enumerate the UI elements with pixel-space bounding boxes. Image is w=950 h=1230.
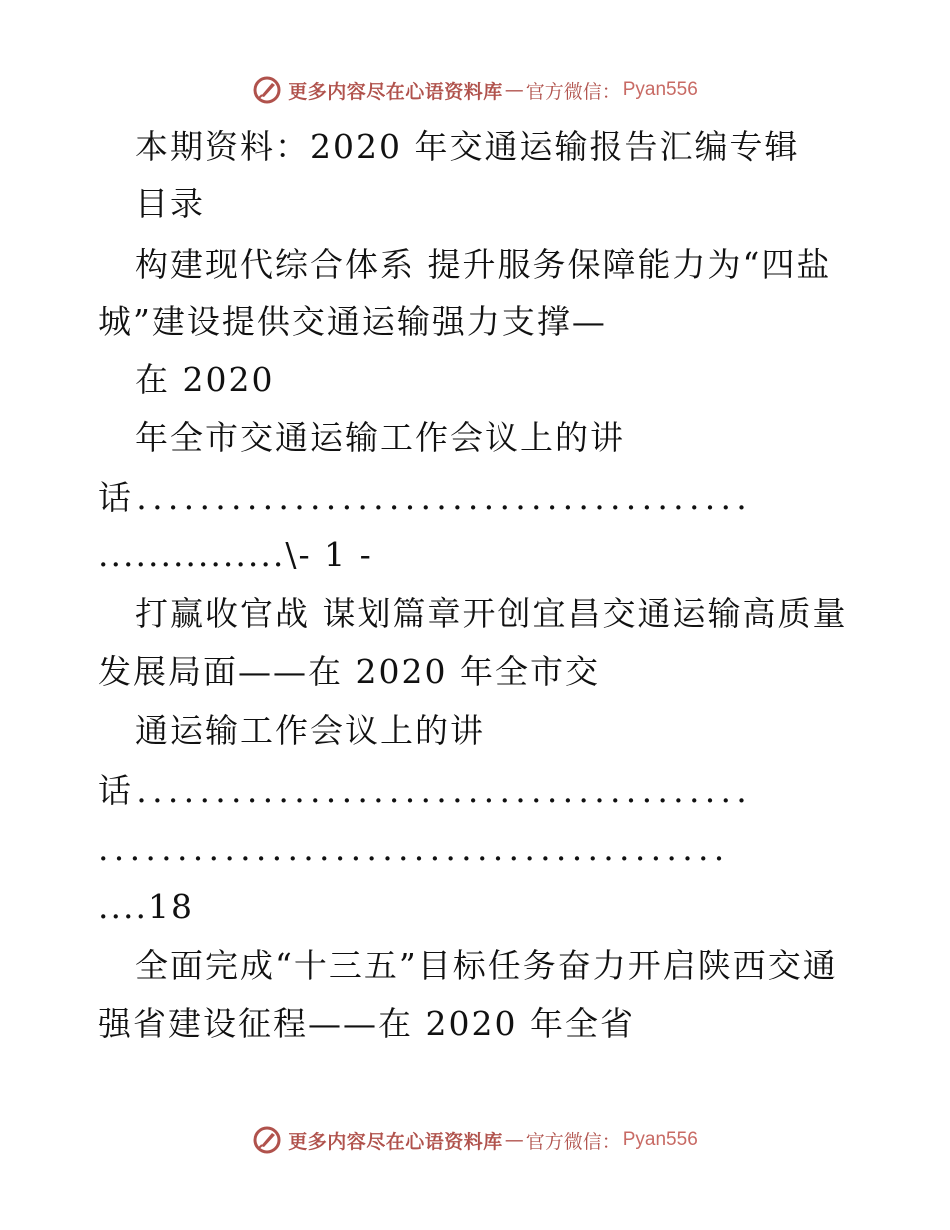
toc-entry-1-leader-1: 话....................................... (98, 478, 753, 517)
banner-separator: — (504, 1129, 524, 1151)
toc-entry-3-line-2: 强省建设征程——在 2020 年全省 (98, 1004, 635, 1043)
toc-entry-1-line-4: 年全市交通运输工作会议上的讲 (135, 418, 625, 457)
footer-watermark-banner (0, 1120, 950, 1160)
quill-logo-icon (252, 1125, 282, 1155)
toc-entry-1-page: ...............\- 1 - (98, 535, 373, 574)
toc-entry-1-line-1: 构建现代综合体系 提升服务保障能力为“四盐 (135, 245, 832, 284)
banner-slogan: 更多内容尽在心语资料库 (288, 1130, 503, 1153)
toc-entry-2-page: ....18 (98, 887, 194, 926)
doc-title-line: 本期资料：2020 年交通运输报告汇编专辑 (135, 127, 800, 166)
toc-entry-2-line-3: 通运输工作会议上的讲 (135, 711, 485, 750)
header-watermark-banner (0, 70, 950, 110)
quill-logo-icon (252, 75, 282, 105)
banner-wechat-id: Pyan556 (622, 1129, 698, 1150)
toc-entry-1-line-3: 在 2020 (135, 360, 275, 399)
toc-heading: 目录 (135, 184, 205, 223)
toc-entry-3-line-1: 全面完成“十三五”目标任务奋力开启陕西交通 (135, 946, 838, 985)
banner-wechat-id: Pyan556 (622, 79, 698, 100)
banner-slogan: 更多内容尽在心语资料库 (288, 80, 503, 103)
banner-separator: — (504, 79, 524, 101)
banner-wechat-label: 官方微信： (525, 80, 621, 103)
toc-entry-2-leader-1: 话....................................... (98, 771, 753, 810)
toc-entry-1-line-2: 城”建设提供交通运输强力支撑— (98, 302, 607, 341)
toc-entry-2-line-1: 打赢收官战 谋划篇章开创宜昌交通运输高质量 (135, 594, 848, 633)
toc-entry-2-leader-2: ........................................ (98, 829, 730, 868)
toc-entry-2-line-2: 发展局面——在 2020 年全市交 (98, 652, 600, 691)
banner-wechat-label: 官方微信： (525, 1130, 621, 1153)
